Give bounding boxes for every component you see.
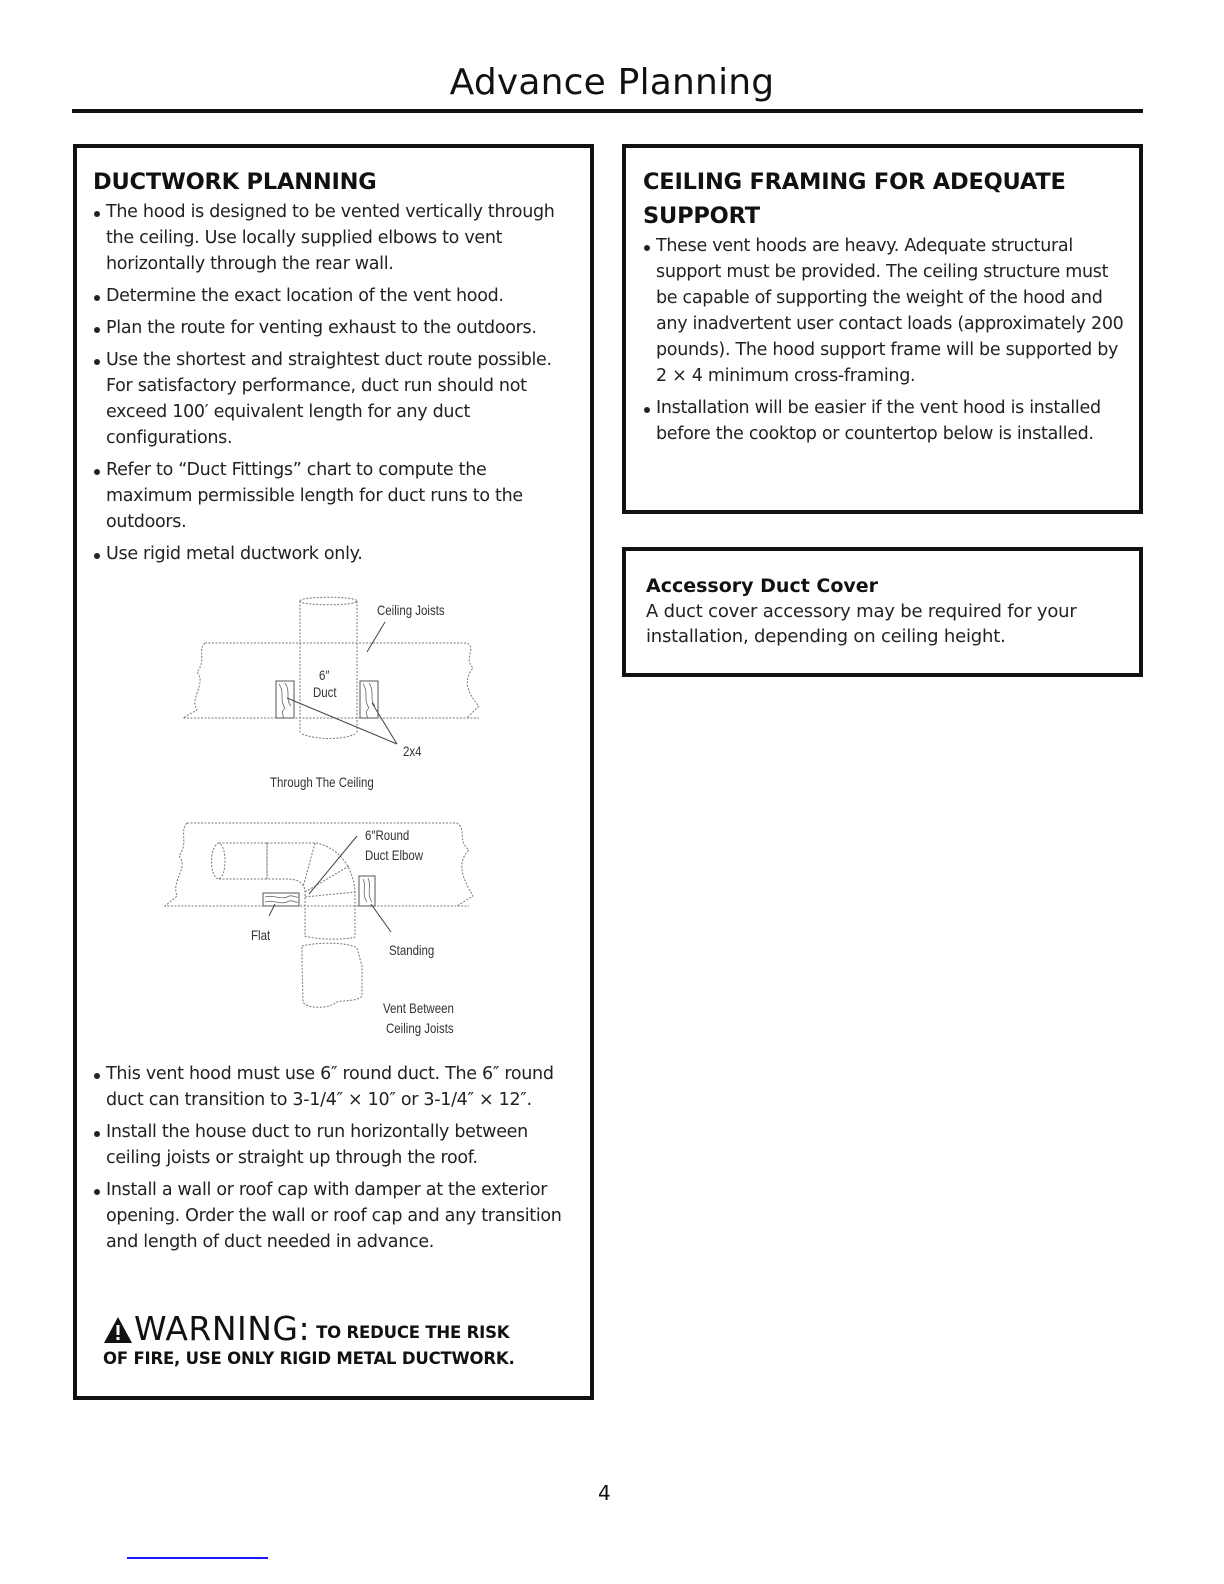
ductwork-heading: DUCTWORK PLANNING [93,169,377,195]
accessory-cover-text: A duct cover accessory may be required for your installation, depending on ceiling height. [646,601,1077,647]
label-ceiling-joists: Ceiling Joists [377,602,445,618]
label-vent-between: Vent Between [383,1000,454,1016]
list-item: Plan the route for venting exhaust to the outdoors. [93,315,573,341]
warning-text-line2: OF FIRE, USE ONLY RIGID METAL DUCTWORK. [103,1349,515,1368]
ductwork-planning-section [73,144,594,1400]
diagram-caption: Through The Ceiling [270,774,374,790]
ductwork-bullets-bottom [93,1061,573,1255]
warning-text-line1: TO REDUCE THE RISK [316,1323,510,1342]
list-item: Install the house duct to run horizontally between ceiling joists or straight up through the roof. [93,1119,573,1171]
warning-triangle-icon [103,1316,133,1344]
list-item: The hood is designed to be vented vertically through the ceiling. Use locally supplied elbows to vent horizontally through the rear wall. [93,199,573,277]
ceiling-framing-heading: CEILING FRAMING FOR ADEQUATE SUPPORT [643,169,1066,229]
list-item: Use the shortest and straightest duct route possible. For satisfactory performance, duct run should not exceed 100′ equivalent length for any duct configurations. [93,347,573,451]
list-item: These vent hoods are heavy. Adequate structural support must be provided. The ceiling structure must be capable of supporting the weight of the hood and any inadvertent user contact loads (approximately 200 pounds). The hood support frame will be supported by 2 × 4 minimum cross-framing. [643,233,1133,389]
list-item: This vent hood must use 6″ round duct. The 6″ round duct can transition to 3-1/4″ × 10″ or 3-1/4″ × 12″. [93,1061,573,1113]
label-2x4: 2x4 [403,743,422,759]
page-number: 4 [598,1481,611,1505]
accessory-cover-heading: Accessory Duct Cover [646,575,879,597]
label-flat: Flat [251,927,271,943]
ceiling-framing-section [622,144,1143,514]
list-item: Install a wall or roof cap with damper at the exterior opening. Order the wall or roof cap and any transition and length of duct needed in advance. [93,1177,573,1255]
accessory-duct-cover-section [622,547,1143,677]
list-item: Refer to “Duct Fittings” chart to compute the maximum permissible length for duct runs to the outdoors. [93,457,573,535]
label-duct: Duct [313,684,337,700]
through-ceiling-diagram [167,588,497,798]
warning-label: WARNING: [134,1309,311,1348]
label-round-elbow: 6″Round [365,827,410,843]
list-item: Determine the exact location of the vent hood. [93,283,573,309]
page-title: Advance Planning [449,62,775,103]
label-duct-size: 6″ [319,667,330,683]
duct-elbow-diagram [157,816,497,1046]
label-duct-elbow: Duct Elbow [365,847,424,863]
warning-notice [103,1311,583,1371]
label-standing: Standing [389,942,435,958]
list-item: Installation will be easier if the vent hood is installed before the cooktop or countertop below is installed. [643,395,1133,447]
ceiling-framing-bullets [643,233,1133,447]
title-divider [72,109,1143,113]
list-item: Use rigid metal ductwork only. [93,541,573,567]
footer-link-underline[interactable] [127,1557,268,1559]
ductwork-bullets-top [93,199,573,567]
label-ceiling-joists-2: Ceiling Joists [386,1020,454,1036]
